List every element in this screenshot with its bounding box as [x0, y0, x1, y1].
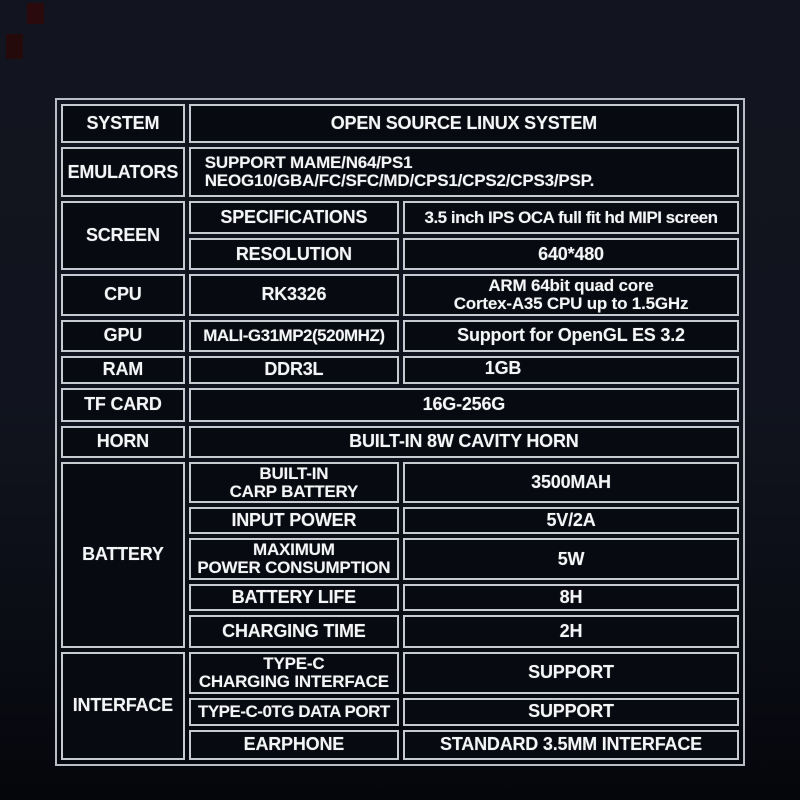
cpu-value-line-2: Cortex-A35 CPU up to 1.5GHz — [453, 293, 689, 313]
cell-type-c-charging-value: SUPPORT — [403, 652, 739, 694]
cell-screen-specifications-name: SPECIFICATIONS — [189, 201, 399, 234]
cell-battery-life-value: 8H — [403, 584, 739, 611]
cell-battery-capacity-value: 3500MAH — [403, 462, 739, 504]
row-label-screen: SCREEN — [61, 201, 185, 270]
cell-cpu-name: RK3326 — [189, 274, 399, 316]
spec-table — [55, 98, 745, 766]
row-label-battery: BATTERY — [61, 462, 185, 648]
row-label-horn: HORN — [61, 426, 185, 458]
emulators-line-1: SUPPORT MAME/N64/PS1 — [204, 153, 413, 173]
max-power-name-line-1: MAXIMUM — [253, 540, 335, 560]
cell-ram-name: DDR3L — [189, 356, 399, 384]
cell-cpu-value — [403, 274, 739, 316]
row-label-emulators: EMULATORS — [61, 147, 185, 197]
cell-battery-capacity-name — [189, 462, 399, 504]
battery-capacity-name-line-2: CARP BATTERY — [229, 481, 359, 501]
red-artifact-mark-1 — [27, 3, 44, 24]
red-artifact-mark-2 — [6, 34, 23, 59]
cell-charging-time-value: 2H — [403, 615, 739, 648]
cell-otg-data-port-value: SUPPORT — [403, 698, 739, 726]
cell-gpu-value: Support for OpenGL ES 3.2 — [403, 320, 739, 352]
cell-gpu-name: MALI-G31MP2(520MHZ) — [189, 320, 399, 352]
cell-otg-data-port-name: TYPE-C-0TG DATA PORT — [189, 698, 399, 726]
cell-tf-card-value: 16G-256G — [189, 388, 739, 422]
row-label-cpu: CPU — [61, 274, 185, 316]
max-power-name-line-2: POWER CONSUMPTION — [197, 558, 391, 578]
cell-charging-time-name: CHARGING TIME — [189, 615, 399, 648]
cell-screen-resolution-name: RESOLUTION — [189, 238, 399, 270]
cell-input-power-name: INPUT POWER — [189, 507, 399, 534]
cell-input-power-value: 5V/2A — [403, 507, 739, 534]
cpu-value-line-1: ARM 64bit quad core — [488, 276, 654, 295]
cell-screen-resolution-value: 640*480 — [403, 238, 739, 270]
cell-screen-specifications-value: 3.5 inch IPS OCA full fit hd MIPI screen — [403, 201, 739, 234]
row-label-ram: RAM — [61, 356, 185, 384]
cell-earphone-name: EARPHONE — [189, 730, 399, 760]
cell-system-value: OPEN SOURCE LINUX SYSTEM — [189, 104, 739, 143]
cell-max-power-name — [189, 538, 399, 580]
row-label-gpu: GPU — [61, 320, 185, 352]
battery-capacity-name-line-1: BUILT-IN — [259, 463, 329, 483]
row-label-system: SYSTEM — [61, 104, 185, 143]
cell-max-power-value: 5W — [403, 538, 739, 580]
row-label-interface: INTERFACE — [61, 652, 185, 760]
type-c-charging-name-line-2: CHARGING INTERFACE — [198, 671, 389, 691]
cell-ram-value: 1GB — [403, 356, 739, 384]
type-c-charging-name-line-1: TYPE-C — [263, 654, 325, 674]
cell-emulators-value — [189, 147, 739, 197]
cell-earphone-value: STANDARD 3.5MM INTERFACE — [403, 730, 739, 760]
cell-battery-life-name: BATTERY LIFE — [189, 584, 399, 611]
emulators-line-2: NEOG10/GBA/FC/SFC/MD/CPS1/CPS2/CPS3/PSP. — [204, 171, 595, 190]
row-label-tf-card: TF CARD — [61, 388, 185, 422]
cell-type-c-charging-name — [189, 652, 399, 694]
cell-horn-value: BUILT-IN 8W CAVITY HORN — [189, 426, 739, 458]
